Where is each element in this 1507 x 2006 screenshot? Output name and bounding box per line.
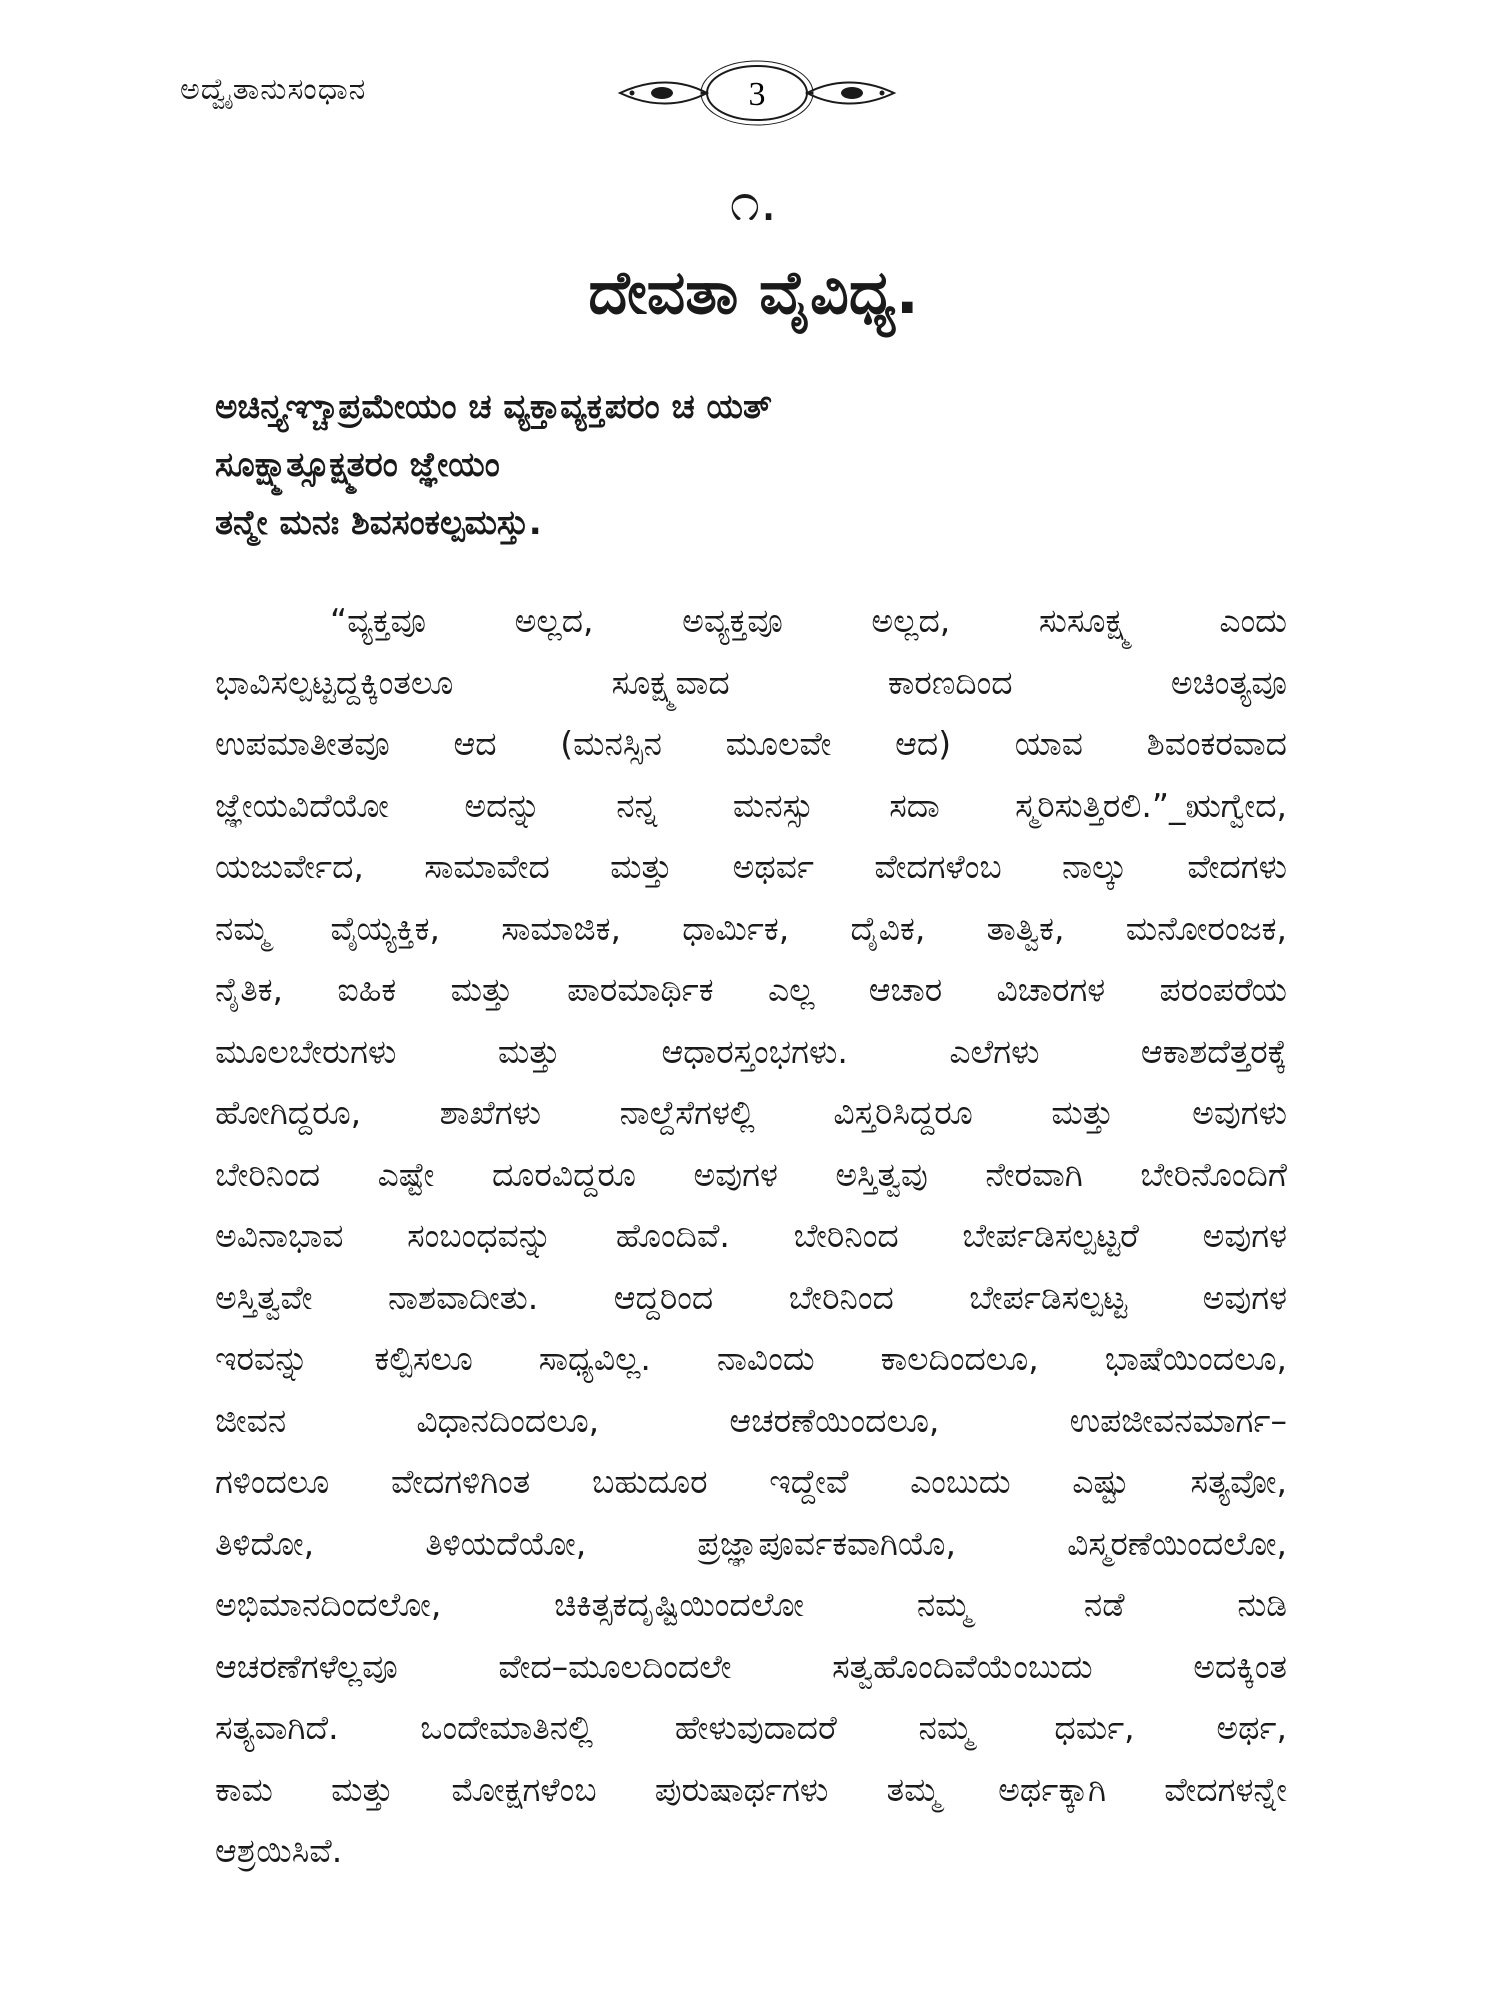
running-title: ಅದ್ವೈತಾನುಸಂಧಾನ xyxy=(180,72,367,107)
body-line: ಮೂಲಬೇರುಗಳು ಮತ್ತು ಆಧಾರಸ್ತಂಭಗಳು. ಎಲೆಗಳು ಆಕಾಶದೆತ್ತರಕ್ಕೆ xyxy=(215,1031,1287,1071)
sanskrit-verse xyxy=(215,378,1315,552)
body-line: ಸತ್ಯವಾಗಿದೆ. ಒಂದೇಮಾತಿನಲ್ಲಿ ಹೇಳುವುದಾದರೆ ನಮ್ಮ ಧರ್ಮ, ಅರ್ಥ, xyxy=(215,1708,1287,1747)
body-line: ಜೀವನ ವಿಧಾನದಿಂದಲೂ, ಆಚರಣೆಯಿಂದಲೂ, ಉಪಜೀವನಮಾರ್ಗ– xyxy=(215,1400,1287,1440)
chapter-number: ೧. xyxy=(729,170,778,233)
body-line: ಕಾಮ ಮತ್ತು ಮೋಕ್ಷಗಳೆಂಬ ಪುರುಷಾರ್ಥಗಳು ತಮ್ಮ ಅರ್ಥಕ್ಕಾಗಿ ವೇದಗಳನ್ನೇ xyxy=(215,1769,1287,1809)
body-line: ಆಶ್ರಯಿಸಿವೆ. xyxy=(215,1831,343,1870)
chapter-title: ದೇವತಾ ವೈವಿಧ್ಯ. xyxy=(588,258,919,328)
body-line: ತಿಳಿದೋ, ತಿಳಿಯದೆಯೋ, ಪ್ರಜ್ಞಾಪೂರ್ವಕವಾಗಿಯೊ, ವಿಸ್ಮರಣೆಯಿಂದಲೋ, xyxy=(215,1523,1287,1563)
body-line: ಭಾವಿಸಲ್ಪಟ್ಟದ್ದಕ್ಕಿಂತಲೂ ಸೂಕ್ಷ್ಮವಾದ ಕಾರಣದಿಂದ ಅಚಿಂತ್ಯವೂ xyxy=(215,662,1287,702)
body-line: ಇರವನ್ನು ಕಲ್ಪಿಸಲೂ ಸಾಧ್ಯವಿಲ್ಲ. ನಾವಿಂದು ಕಾಲದಿಂದಲೂ, ಭಾಷೆಯಿಂದಲೂ, xyxy=(215,1339,1287,1378)
body-line: ಗಳಿಂದಲೂ ವೇದಗಳಿಗಿಂತ ಬಹುದೂರ ಇದ್ದೇವೆ ಎಂಬುದು ಎಷ್ಟು ಸತ್ಯವೋ, xyxy=(215,1462,1287,1501)
body-line: ಜ್ಞೇಯವಿದೆಯೋ ಅದನ್ನು ನನ್ನ ಮನಸ್ಸು ಸದಾ ಸ್ಮರಿಸುತ್ತಿರಲಿ.”_ಋಗ್ವೇದ, xyxy=(215,785,1287,825)
body-line: “ವ್ಯಕ್ತವೂ ಅಲ್ಲದ, ಅವ್ಯಕ್ತವೂ ಅಲ್ಲದ, ಸುಸೂಕ್ಷ್ಮ ಎಂದು xyxy=(330,601,1287,640)
body-line: ಅಸ್ತಿತ್ವವೇ ನಾಶವಾದೀತು. ಆದ್ದರಿಂದ ಬೇರಿನಿಂದ ಬೇರ್ಪಡಿಸಲ್ಪಟ್ಟ ಅವುಗಳ xyxy=(215,1277,1287,1317)
body-line: ಹೋಗಿದ್ದರೂ, ಶಾಖೆಗಳು ನಾಲ್ದೆಸೆಗಳಲ್ಲಿ ವಿಸ್ತರಿಸಿದ್ದರೂ ಮತ್ತು ಅವುಗಳು xyxy=(215,1093,1287,1132)
body-line: ಅಭಿಮಾನದಿಂದಲೋ, ಚಿಕಿತ್ಸಕದೃಷ್ಟಿಯಿಂದಲೋ ನಮ್ಮ ನಡೆ ನುಡಿ xyxy=(215,1585,1287,1624)
body-line: ಬೇರಿನಿಂದ ಎಷ್ಟೇ ದೂರವಿದ್ದರೂ ಅವುಗಳ ಅಸ್ತಿತ್ವವು ನೇರವಾಗಿ ಬೇರಿನೊಂದಿಗೆ xyxy=(215,1154,1287,1194)
body-line: ಅವಿನಾಭಾವ ಸಂಬಂಧವನ್ನು ಹೊಂದಿವೆ. ಬೇರಿನಿಂದ ಬೇರ್ಪಡಿಸಲ್ಪಟ್ಟರೆ ಅವುಗಳ xyxy=(215,1216,1287,1255)
body-line: ನಮ್ಮ ವೈಯ್ಯಕ್ತಿಕ, ಸಾಮಾಜಿಕ, ಧಾರ್ಮಿಕ, ದೈವಿಕ, ತಾತ್ವಿಕ, ಮನೋರಂಜಕ, xyxy=(215,908,1287,948)
page-number: 3 xyxy=(748,76,766,113)
body-line: ನೈತಿಕ, ಐಹಿಕ ಮತ್ತು ಪಾರಮಾರ್ಥಿಕ ಎಲ್ಲ ಆಚಾರ ವಿಚಾರಗಳ ಪರಂಪರೆಯ xyxy=(215,970,1287,1009)
verse-line: ತನ್ಮೇ ಮನಃ ಶಿವಸಂಕಲ್ಪಮಸ್ತು. xyxy=(215,503,542,543)
body-line: ಯಜುರ್ವೇದ, ಸಾಮಾವೇದ ಮತ್ತು ಅಥರ್ವ ವೇದಗಳೆಂಬ ನಾಲ್ಕು ವೇದಗಳು xyxy=(215,847,1287,886)
verse-line: ಸೂಕ್ಷ್ಮಾತ್ಸೂಕ್ಷ್ಮತರಂ ಜ್ಞೇಯಂ xyxy=(215,445,500,485)
body-paragraph xyxy=(215,590,1287,1882)
page-number-ornament xyxy=(612,58,902,128)
body-line: ಆಚರಣೆಗಳೆಲ್ಲವೂ ವೇದ–ಮೂಲದಿಂದಲೇ ಸತ್ವಹೊಂದಿವೆಯೆಂಬುದು ಅದಕ್ಕಿಂತ xyxy=(215,1646,1287,1686)
verse-line: ಅಚಿನ್ತ್ಯಞ್ಚಾಪ್ರಮೇಯಂ ಚ ವ್ಯಕ್ತಾವ್ಯಕ್ತಪರಂ ಚ ಯತ್ xyxy=(215,387,773,427)
body-line: ಉಪಮಾತೀತವೂ ಆದ (ಮನಸ್ಸಿನ ಮೂಲವೇ ಆದ) ಯಾವ ಶಿವಂಕರವಾದ xyxy=(215,724,1287,763)
